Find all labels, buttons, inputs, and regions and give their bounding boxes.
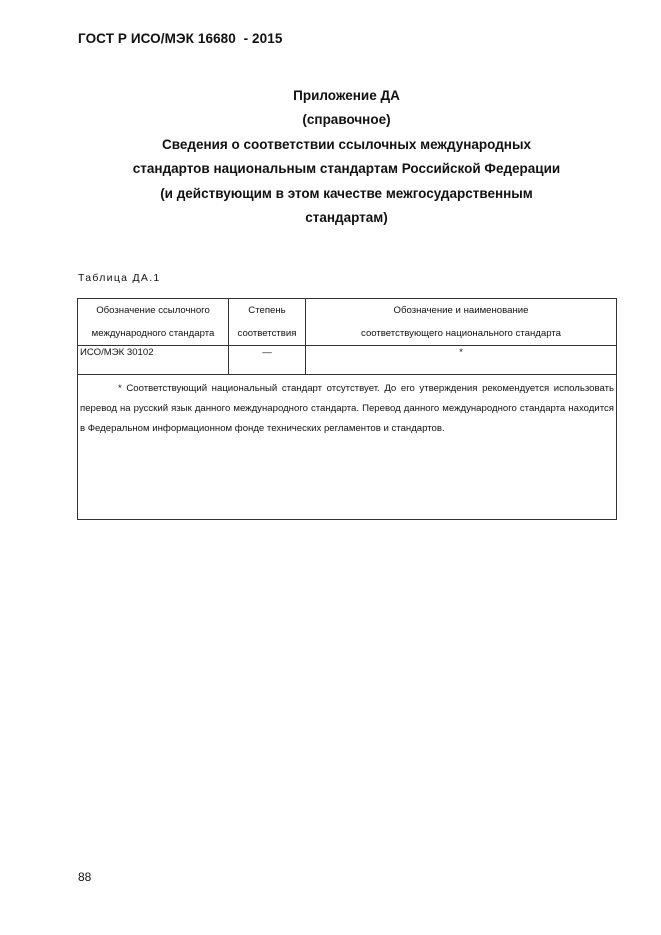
annex-subject-line: стандартам) (305, 210, 388, 226)
table-caption: Таблица ДА.1 (78, 272, 161, 284)
footnote-text: * Соответствующий национальный стандарт отсутствует. До его утверждения рекомендуется использовать перевод на русский язык данного международного стандарта. Перевод данного международного стандарта находится в Федеральном информационном фонде технических регламентов и стандартов. (80, 383, 614, 434)
reference-standard-cell: ИСО/МЭК 30102 (78, 346, 229, 375)
footnote-cell (78, 375, 617, 520)
standards-correspondence-table (77, 298, 617, 520)
column-header-line: соответствующего национального стандарта (361, 328, 561, 339)
page-number: 88 (78, 870, 92, 884)
annex-subject-line: (и действующим в этом качестве межгосударственным (160, 185, 533, 201)
table-header-row (78, 299, 617, 346)
footnote-row (78, 375, 617, 520)
column-header-line: Обозначение ссылочного (96, 305, 210, 316)
annex-subject-line: стандартов национальным стандартам Российской Федерации (132, 161, 561, 177)
column-header-degree (229, 299, 306, 346)
column-header-line: соответствия (237, 328, 297, 339)
column-header-line: Обозначение и наименование (393, 305, 529, 316)
degree-cell: — (229, 346, 306, 375)
document-code-header: ГОСТ Р ИСО/МЭК 16680 - 2015 (78, 31, 283, 46)
annex-status-line: (справочное) (302, 112, 391, 128)
table-row (78, 346, 617, 375)
annex-title-block (0, 84, 661, 230)
column-header-line: международного стандарта (91, 328, 215, 339)
column-header-reference-standard (78, 299, 229, 346)
column-header-national-standard (306, 299, 617, 346)
column-header-line: Степень (248, 305, 286, 316)
annex-title-line: Приложение ДА (293, 88, 400, 103)
annex-subject-line: Сведения о соответствии ссылочных международных (162, 136, 531, 152)
national-standard-cell: * (306, 346, 617, 375)
